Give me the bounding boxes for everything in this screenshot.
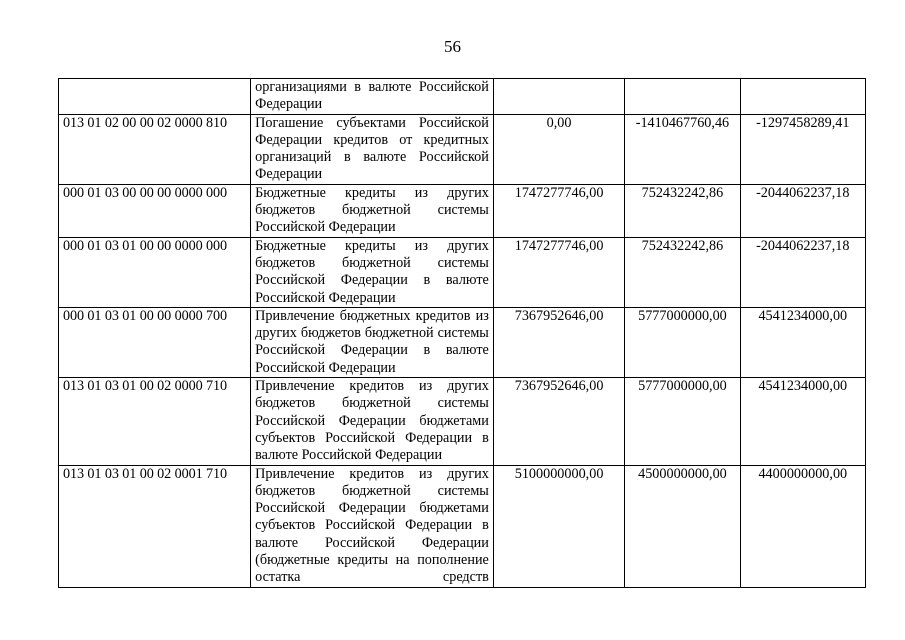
budget-code-cell xyxy=(59,79,251,115)
table-row xyxy=(59,79,866,115)
table-row xyxy=(59,184,866,237)
amount-cell-2 xyxy=(625,79,740,115)
amount-cell-2: -1410467760,46 xyxy=(625,114,740,184)
budget-code-cell: 013 01 03 01 00 02 0000 710 xyxy=(59,378,251,465)
amount-cell-2: 5777000000,00 xyxy=(625,307,740,377)
budget-sources-table xyxy=(58,78,866,588)
page-number: 56 xyxy=(444,37,461,56)
amount-cell-3 xyxy=(740,79,865,115)
amount-cell-3: 4541234000,00 xyxy=(740,378,865,465)
amount-cell-3: -1297458289,41 xyxy=(740,114,865,184)
table-row xyxy=(59,378,866,465)
amount-cell-3: -2044062237,18 xyxy=(740,184,865,237)
amount-cell-1: 1747277746,00 xyxy=(493,237,624,307)
item-name-cell: Бюджетные кредиты из других бюджетов бюджетной системы Российской Федерации в валюте Российской Федерации xyxy=(251,237,494,307)
amount-cell-1: 7367952646,00 xyxy=(493,378,624,465)
amount-cell-3: 4541234000,00 xyxy=(740,307,865,377)
amount-cell-1 xyxy=(493,79,624,115)
budget-code-cell: 013 01 02 00 00 02 0000 810 xyxy=(59,114,251,184)
amount-cell-1: 1747277746,00 xyxy=(493,184,624,237)
item-name-cell: Бюджетные кредиты из других бюджетов бюджетной системы Российской Федерации xyxy=(251,184,494,237)
amount-cell-2: 752432242,86 xyxy=(625,184,740,237)
item-name-cell: Погашение субъектами Российской Федерации кредитов от кредитных организаций в валюте Российской Федерации xyxy=(251,114,494,184)
budget-code-cell: 000 01 03 01 00 00 0000 000 xyxy=(59,237,251,307)
amount-cell-1: 7367952646,00 xyxy=(493,307,624,377)
budget-code-cell: 013 01 03 01 00 02 0001 710 xyxy=(59,465,251,587)
table-row xyxy=(59,465,866,587)
item-name-cell: организациями в валюте Российской Федерации xyxy=(251,79,494,115)
table-row xyxy=(59,114,866,184)
amount-cell-2: 5777000000,00 xyxy=(625,378,740,465)
item-name-cell: Привлечение кредитов из других бюджетов бюджетной системы Российской Федерации бюджетами субъектов Российской Федерации в валюте Российской Федерации xyxy=(251,378,494,465)
amount-cell-2: 4500000000,00 xyxy=(625,465,740,587)
amount-cell-3: 4400000000,00 xyxy=(740,465,865,587)
budget-code-cell: 000 01 03 01 00 00 0000 700 xyxy=(59,307,251,377)
amount-cell-2: 752432242,86 xyxy=(625,237,740,307)
table-row xyxy=(59,237,866,307)
amount-cell-3: -2044062237,18 xyxy=(740,237,865,307)
item-name-cell: Привлечение бюджетных кредитов из других бюджетов бюджетной системы Российской Федерации в валюте Российской Федерации xyxy=(251,307,494,377)
amount-cell-1: 5100000000,00 xyxy=(493,465,624,587)
budget-code-cell: 000 01 03 00 00 00 0000 000 xyxy=(59,184,251,237)
amount-cell-1: 0,00 xyxy=(493,114,624,184)
table-row xyxy=(59,307,866,377)
item-name-cell: Привлечение кредитов из других бюджетов бюджетной системы Российской Федерации бюджетами субъектов Российской Федерации в валюте Российской Федерации (бюджетные кредиты на пополнение остатка средств xyxy=(251,465,494,587)
